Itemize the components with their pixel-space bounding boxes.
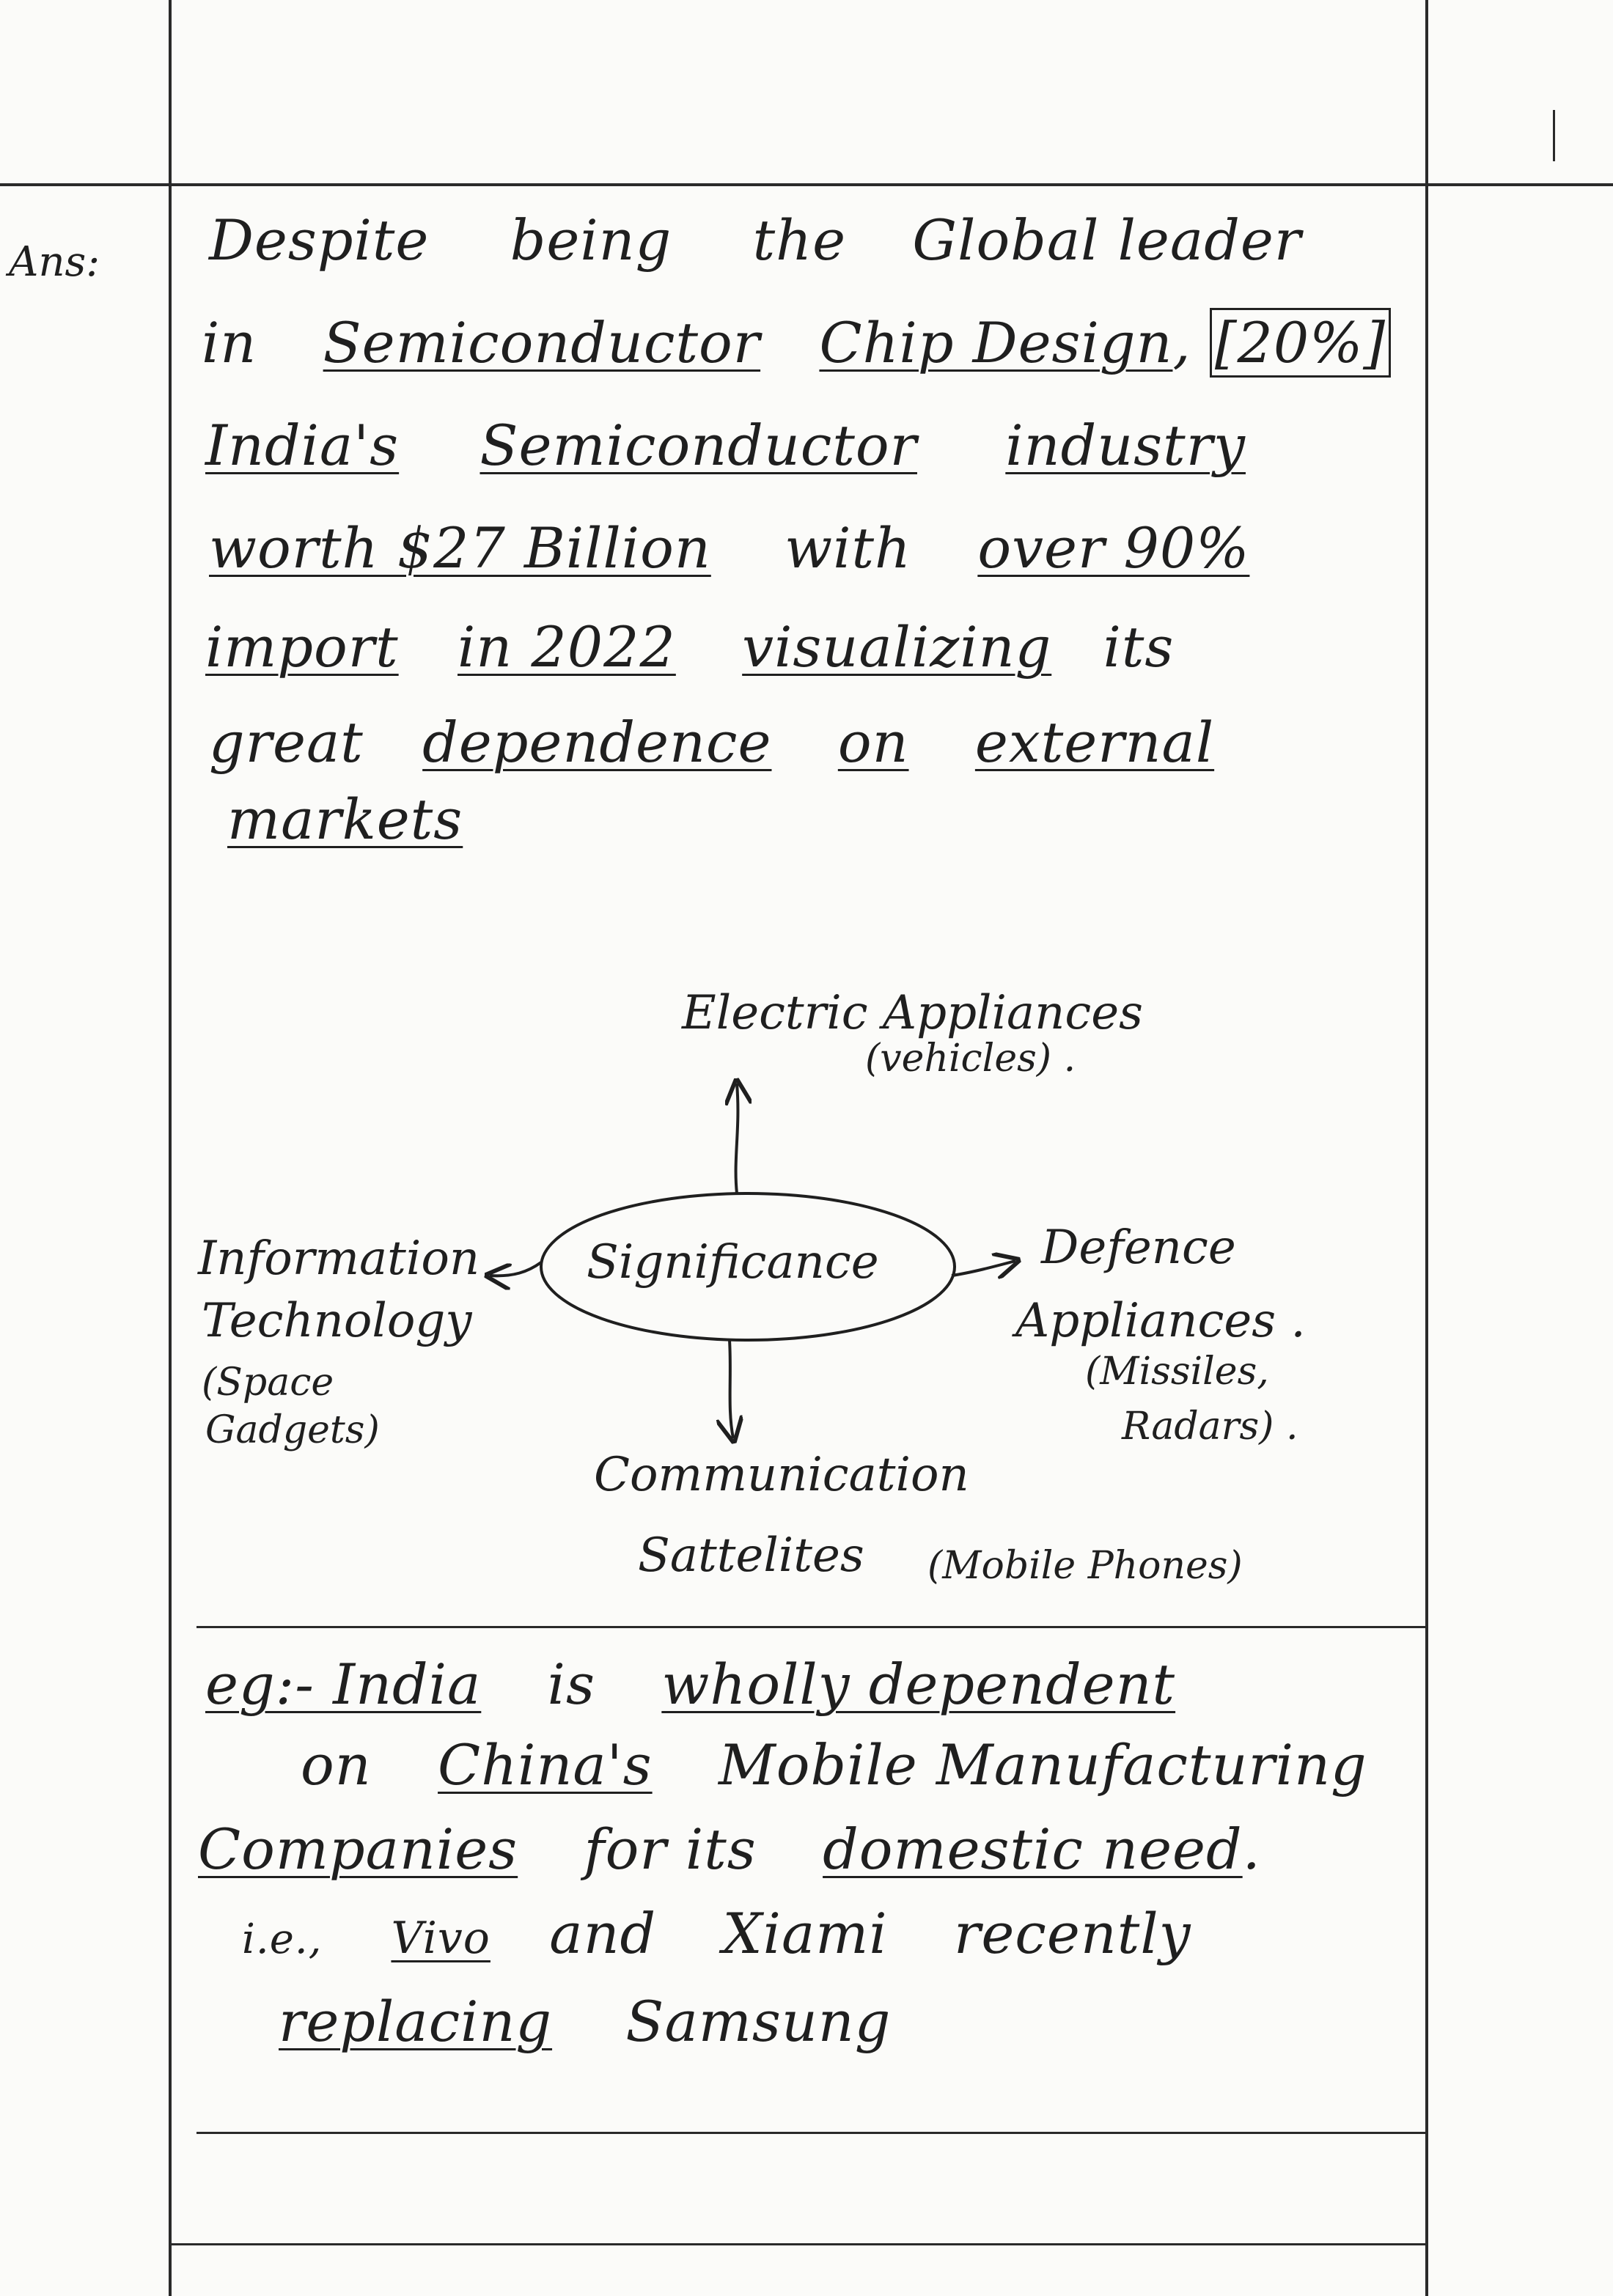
intro-text: with: [785, 515, 911, 581]
arrow-right: [952, 1261, 1015, 1276]
intro-highlight: industry: [1005, 413, 1246, 478]
diagram-right-label: Defence: [1041, 1221, 1236, 1275]
diagram-center-label: Significance: [587, 1235, 879, 1289]
diagram-bottom-label: Communication: [594, 1448, 969, 1502]
example-text: Xiami: [722, 1901, 888, 1966]
diagram-bottom-label: Sattelites: [638, 1528, 864, 1583]
intro-highlight: over 90%: [977, 515, 1250, 581]
diagram-bottom-sublabel: (Mobile Phones): [927, 1544, 1243, 1588]
example-text: .: [1242, 1817, 1261, 1882]
diagram-left-sublabel: Gadgets): [205, 1408, 380, 1452]
example-text: is: [547, 1652, 595, 1717]
intro-highlight: dependence: [422, 710, 772, 775]
intro-text: being: [510, 207, 672, 273]
intro-highlight: Semiconductor: [323, 310, 761, 375]
intro-text: its: [1103, 614, 1175, 680]
example-text: i.e.,: [242, 1916, 337, 1963]
example-highlight: Vivo: [391, 1913, 490, 1964]
arrow-left: [490, 1262, 541, 1276]
example-text: on: [301, 1732, 372, 1798]
example-line-3: [198, 1817, 1261, 1882]
intro-highlight: visualizing: [742, 614, 1052, 680]
example-highlight: Companies: [198, 1817, 518, 1882]
example-text: recently: [953, 1901, 1191, 1966]
diagram-left-label: Information: [198, 1232, 480, 1286]
intro-text: ,: [1172, 310, 1191, 375]
intro-text: great: [209, 710, 364, 775]
example-highlight: replacing: [279, 1989, 553, 2054]
intro-highlight: Semiconductor: [480, 413, 917, 478]
answer-margin-label: Ans:: [9, 238, 100, 286]
intro-text: Despite: [209, 207, 430, 273]
example-text: Mobile Manufacturing: [718, 1732, 1367, 1798]
diagram-right-sublabel: Radars) .: [1122, 1405, 1298, 1449]
intro-text: Global leader: [912, 207, 1302, 273]
example-highlight: China's: [438, 1732, 653, 1798]
example-line-4: [242, 1901, 1191, 1966]
diagram-right-label: Appliances .: [1015, 1294, 1306, 1348]
example-line-1: [205, 1652, 1176, 1717]
intro-highlight: external: [974, 710, 1215, 775]
intro-text: in: [202, 310, 257, 375]
diagram-left-label: Technology: [202, 1294, 472, 1348]
intro-text: the: [752, 207, 847, 273]
example-line-5: [279, 1989, 892, 2054]
diagram-right-sublabel: (Missiles,: [1085, 1350, 1269, 1394]
diagram-top-sublabel: (vehicles) .: [865, 1037, 1076, 1081]
example-text: and: [549, 1901, 657, 1966]
example-highlight: wholly dependent: [661, 1652, 1176, 1717]
example-text: for its: [584, 1817, 757, 1882]
intro-highlight: Chip Design: [819, 310, 1173, 375]
intro-highlight: on: [837, 710, 909, 775]
example-highlight: eg:- India: [205, 1652, 482, 1717]
percentage-box: [20%]: [1210, 308, 1391, 378]
example-text: Samsung: [625, 1989, 892, 2054]
intro-highlight: worth $27 Billion: [209, 515, 711, 581]
intro-highlight: India's: [205, 413, 400, 478]
arrow-up: [736, 1083, 738, 1193]
intro-highlight: markets: [227, 787, 463, 852]
arrow-down: [730, 1340, 733, 1438]
diagram-top-label: Electric Appliances: [682, 986, 1143, 1040]
example-line-2: [301, 1732, 1367, 1798]
intro-highlight: import: [205, 614, 399, 680]
diagram-left-sublabel: (Space: [202, 1361, 334, 1405]
intro-highlight: in 2022: [458, 614, 676, 680]
example-highlight: domestic need: [823, 1817, 1243, 1882]
